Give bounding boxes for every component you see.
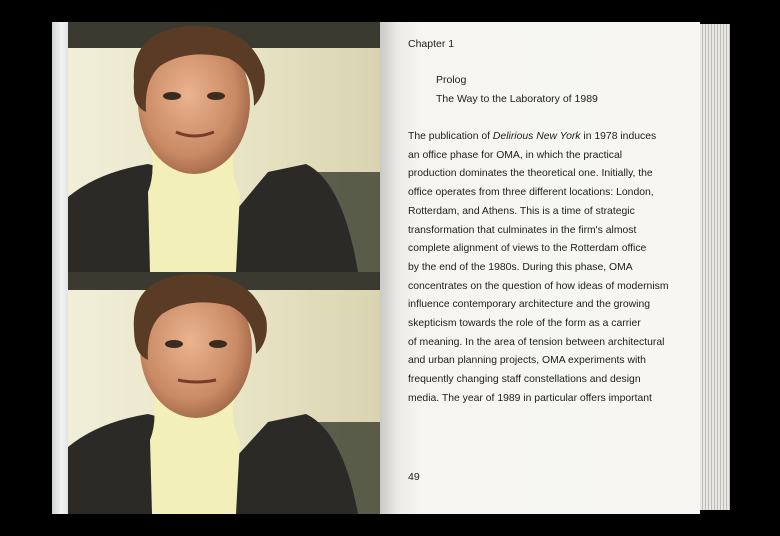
book-title-italic: Delirious New York — [492, 131, 581, 142]
body-line-text: office operates from three different locations: London, — [408, 187, 654, 199]
body-line — [408, 222, 690, 241]
page-number: 49 — [408, 471, 420, 483]
body-line — [408, 371, 690, 390]
body-line-text: media. The year of 1989 in particular offers important — [408, 392, 652, 404]
body-line-text: skepticism towards the role of the form as a carrier — [408, 318, 641, 330]
body-line-text: complete alignment of views to the Rotterdam office — [408, 243, 647, 255]
body-line — [408, 296, 690, 315]
left-page-edge — [52, 22, 68, 514]
body-line-text: in 1978 induces — [580, 131, 657, 142]
body-line — [408, 240, 690, 259]
body-line — [408, 278, 690, 297]
body-line-text: an office phase for OMA, in which the practical — [408, 149, 623, 161]
body-line — [408, 147, 690, 166]
body-line — [408, 334, 690, 353]
section-subtitle: The Way to the Laboratory of 1989 — [436, 93, 598, 105]
photo-top — [68, 22, 380, 272]
body-line — [408, 184, 690, 203]
body-line-text: by the end of the 1980s. During this phase, OMA — [408, 261, 633, 273]
body-line-text: concentrates on the question of how ideas of modernism — [408, 280, 669, 292]
body-line — [408, 165, 690, 184]
body-line-text: frequently changing staff constellations and design — [408, 374, 641, 386]
chapter-heading: Chapter 1 — [408, 38, 455, 50]
body-line — [408, 203, 690, 222]
body-paragraph — [408, 128, 690, 409]
body-line — [408, 259, 690, 278]
body-line-text: influence contemporary architecture and the growing — [408, 299, 651, 311]
body-line-text: Rotterdam, and Athens. This is a time of strategic — [408, 205, 635, 217]
body-line-text: of meaning. In the area of tension between architectural — [408, 336, 665, 348]
photo-bottom — [68, 272, 380, 514]
page-stack-edge — [700, 24, 730, 510]
body-line-text: production dominates the theoretical one. Initially, the — [408, 168, 653, 180]
section-label: Prolog — [436, 74, 467, 86]
body-line-text: The publication of — [408, 131, 493, 142]
body-line — [408, 352, 690, 371]
body-line-text: transformation that culminates in the firm's almost — [408, 224, 637, 236]
body-line — [408, 390, 690, 409]
body-line-text: and urban planning projects, OMA experiments with — [408, 355, 646, 367]
body-line — [408, 315, 690, 334]
body-line — [408, 128, 690, 147]
